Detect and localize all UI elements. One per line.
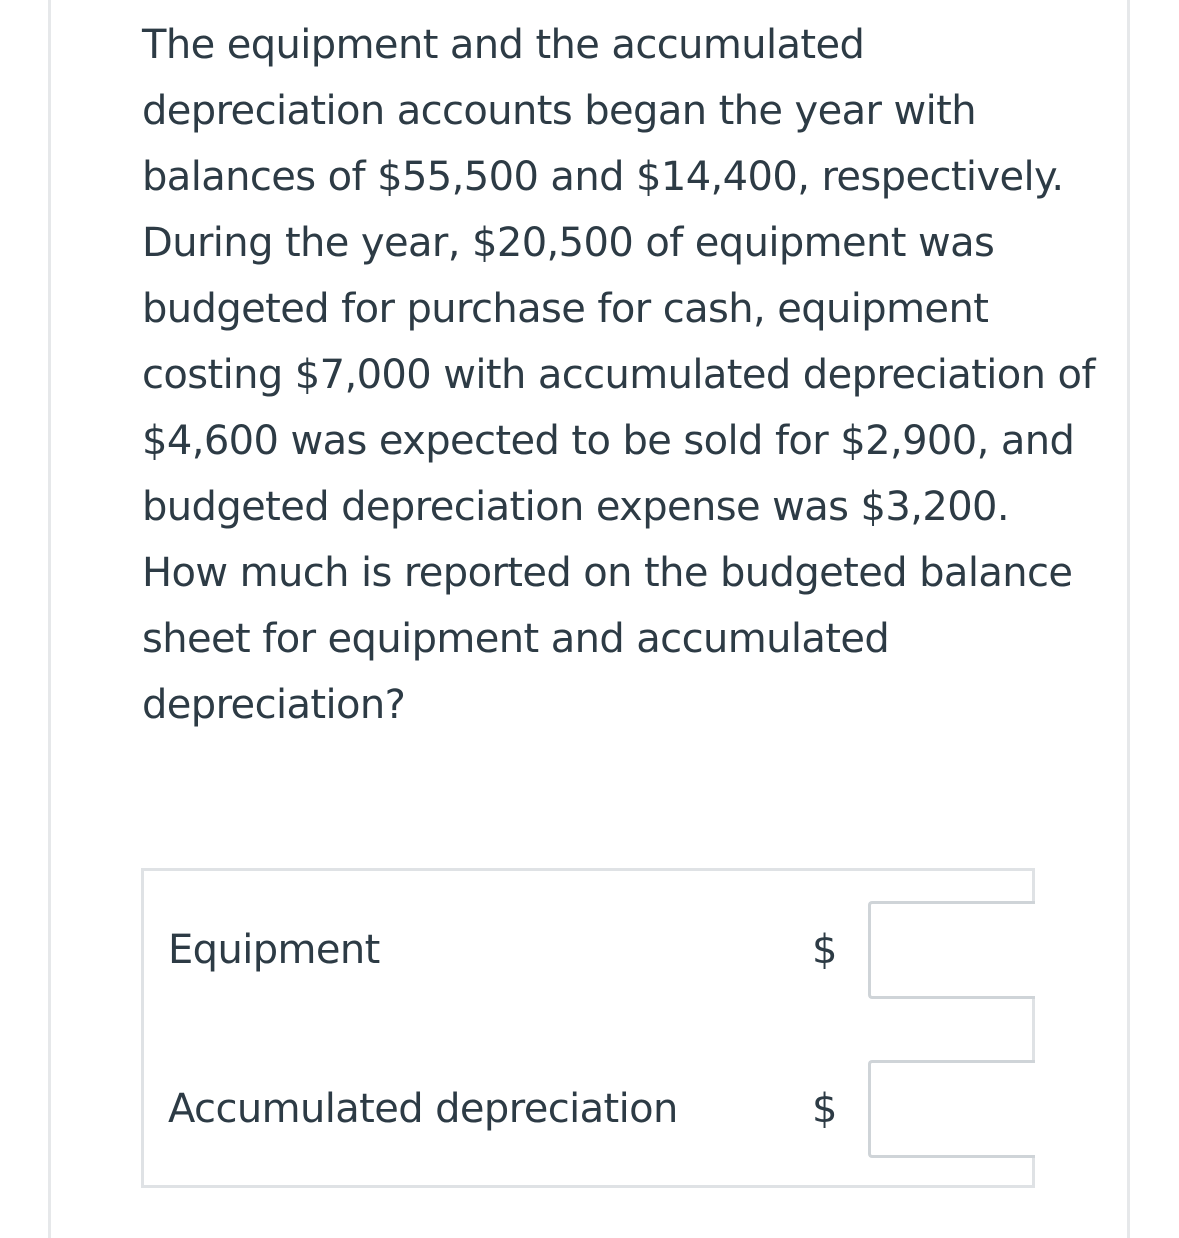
left-divider [48,0,51,1238]
equipment-answer-input[interactable] [868,901,1035,999]
accumulated-depreciation-label: Accumulated depreciation [168,1086,678,1132]
equipment-label: Equipment [168,927,380,973]
accumulated-depreciation-currency-symbol: $ [812,1086,838,1132]
accumulated-depreciation-answer-input[interactable] [868,1060,1035,1158]
equipment-currency-symbol: $ [812,927,838,973]
right-divider [1127,0,1130,1238]
question-text: The equipment and the accumulated depreciation accounts began the year with balances of $55,500 and $14,400, respectively. During the year, $20,500 of equipment was budgeted for purchase for cash, equipment costing $7,000 with accumulated depreciation of $4,600 was expected to be sold for $2,900, and budgeted depreciation expense was $3,200. How much is reported on the budgeted balance sheet for equipment and accumulated depreciation? [142,22,1095,728]
